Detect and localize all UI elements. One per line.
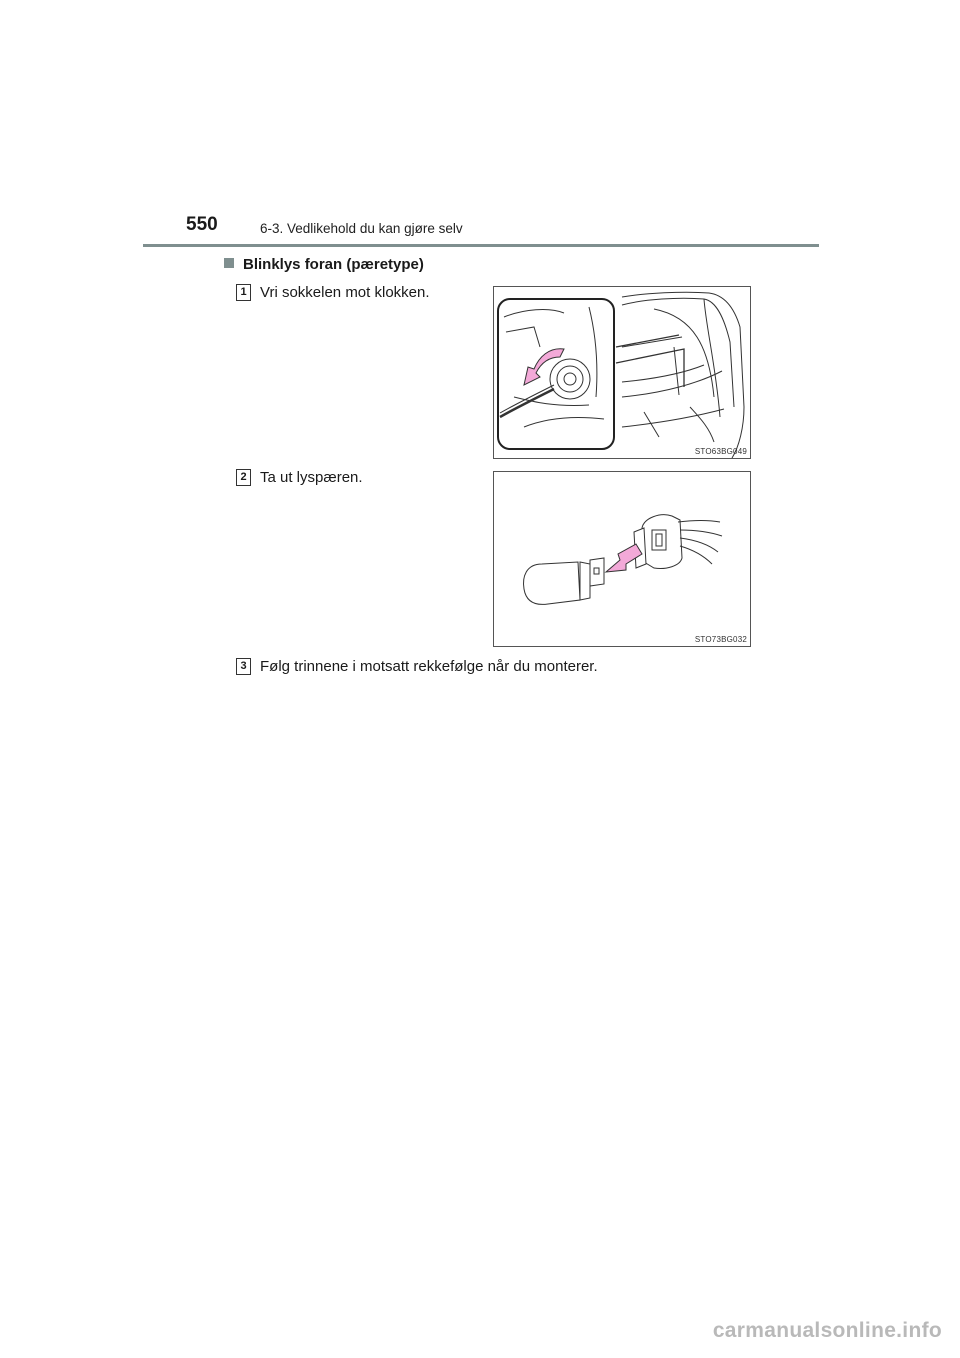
section-heading — [224, 256, 424, 273]
step-2-badge: 2 — [236, 469, 251, 486]
step-1-text: Vri sokkelen mot klokken. — [260, 284, 430, 301]
square-bullet-icon — [224, 258, 234, 268]
step-3-text: Følg trinnene i motsatt rekkefølge når du monterer. — [260, 658, 598, 675]
step-1-badge: 1 — [236, 284, 251, 301]
step-3-badge: 3 — [236, 658, 251, 675]
step-2-text: Ta ut lyspæren. — [260, 469, 363, 486]
header-divider — [143, 244, 819, 247]
socket-rotation-illustration — [494, 287, 750, 458]
page-number: 550 — [186, 214, 218, 235]
figure-code: STO73BG032 — [694, 635, 747, 644]
figure-code: STO63BG049 — [694, 447, 747, 456]
site-watermark: carmanualsonline.info — [712, 1319, 942, 1342]
section-title-text: Blinklys foran (pæretype) — [243, 256, 424, 273]
bulb-removal-illustration — [494, 472, 750, 646]
figure-bulb-removal — [493, 471, 751, 647]
figure-socket-rotation — [493, 286, 751, 459]
chapter-title: 6-3. Vedlikehold du kan gjøre selv — [260, 221, 463, 236]
